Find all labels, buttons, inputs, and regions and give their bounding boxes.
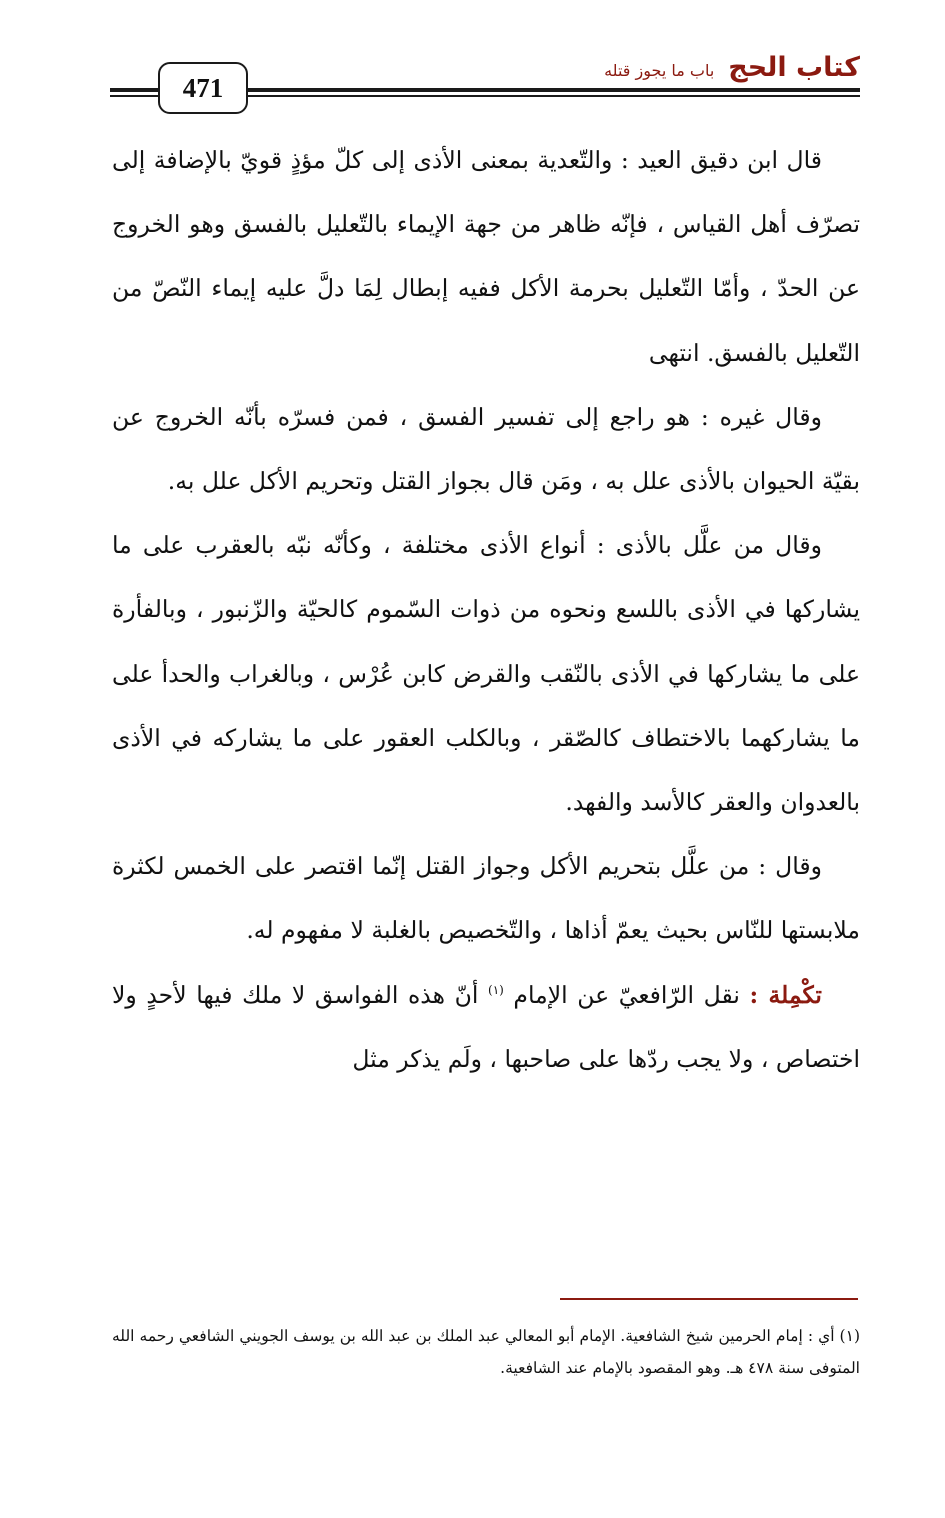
page-body bbox=[112, 128, 860, 1091]
book-title: كتاب الحج bbox=[728, 52, 860, 83]
chapter-title: باب ما يجوز قتله bbox=[604, 61, 715, 80]
paragraph-5 bbox=[112, 963, 860, 1091]
paragraph-1: قال ابن دقيق العيد : والتّعدية بمعنى الأذى إلى كلّ مؤذٍ قويّ بالإضافة إلى تصرّف أهل القياس ، فإنّه ظاهر من جهة الإيماء بالتّعليل بالفسق وهو الخروج عن الحدّ ، وأمّا التّعليل بحرمة الأكل ففيه إبطال لِمَا دلَّ عليه إيماء النّصّ من التّعليل بالفسق. انتهى bbox=[112, 146, 860, 367]
page-header bbox=[110, 48, 860, 108]
paragraph-2: وقال غيره : هو راجع إلى تفسير الفسق ، فمن فسرّه بأنّه الخروج عن بقيّة الحيوان بالأذى علل به ، ومَن قال بجواز القتل وتحريم الأكل علل به. bbox=[112, 402, 860, 496]
footnote-separator bbox=[560, 1298, 858, 1300]
paragraph-4: وقال : من علَّل بتحريم الأكل وجواز القتل إنّما اقتصر على الخمس لكثرة ملابستها للنّاس بحيث يعمّ أذاها ، والتّخصيص بالغلبة لا مفهوم له. bbox=[112, 852, 860, 945]
running-title bbox=[604, 52, 860, 83]
paragraph-5-end: أنّ هذه الفواسق لا ملك فيها لأحدٍ ولا اختصاص ، ولا يجب ردّها على صاحبها ، ولَم يذكر مثل bbox=[112, 980, 860, 1073]
footnote-reference[interactable]: (١) bbox=[488, 982, 504, 997]
completion-label: تكْمِلة : bbox=[749, 980, 822, 1009]
footnote-1: (١) أي : إمام الحرمين شيخ الشافعية. الإمام أبو المعالي عبد الملك بن عبد الله بن يوسف الجويني الشافعي رحمه الله المتوفى سنة ٤٧٨ هـ. وهو المقصود بالإمام عند الشافعية. bbox=[112, 1327, 860, 1377]
page-number: 471 bbox=[158, 62, 248, 114]
paragraph-5-start: نقل الرّافعيّ عن الإمام bbox=[513, 980, 740, 1009]
paragraph-3: وقال من علَّل بالأذى : أنواع الأذى مختلفة ، وكأنّه نبّه بالعقرب على ما يشاركها في الأذى باللسع ونحوه من ذوات السّموم كالحيّة والزّنبور ، وبالفأرة على ما يشاركها في الأذى بالنّقب والقرض كابن عُرْس ، وبالغراب والحدأ على ما يشاركهما بالاختطاف كالصّقر ، وبالكلب العقور على ما يشاركه في الأذى بالعدوان والعقر كالأسد والفهد. bbox=[112, 531, 860, 817]
footnotes bbox=[112, 1320, 860, 1384]
